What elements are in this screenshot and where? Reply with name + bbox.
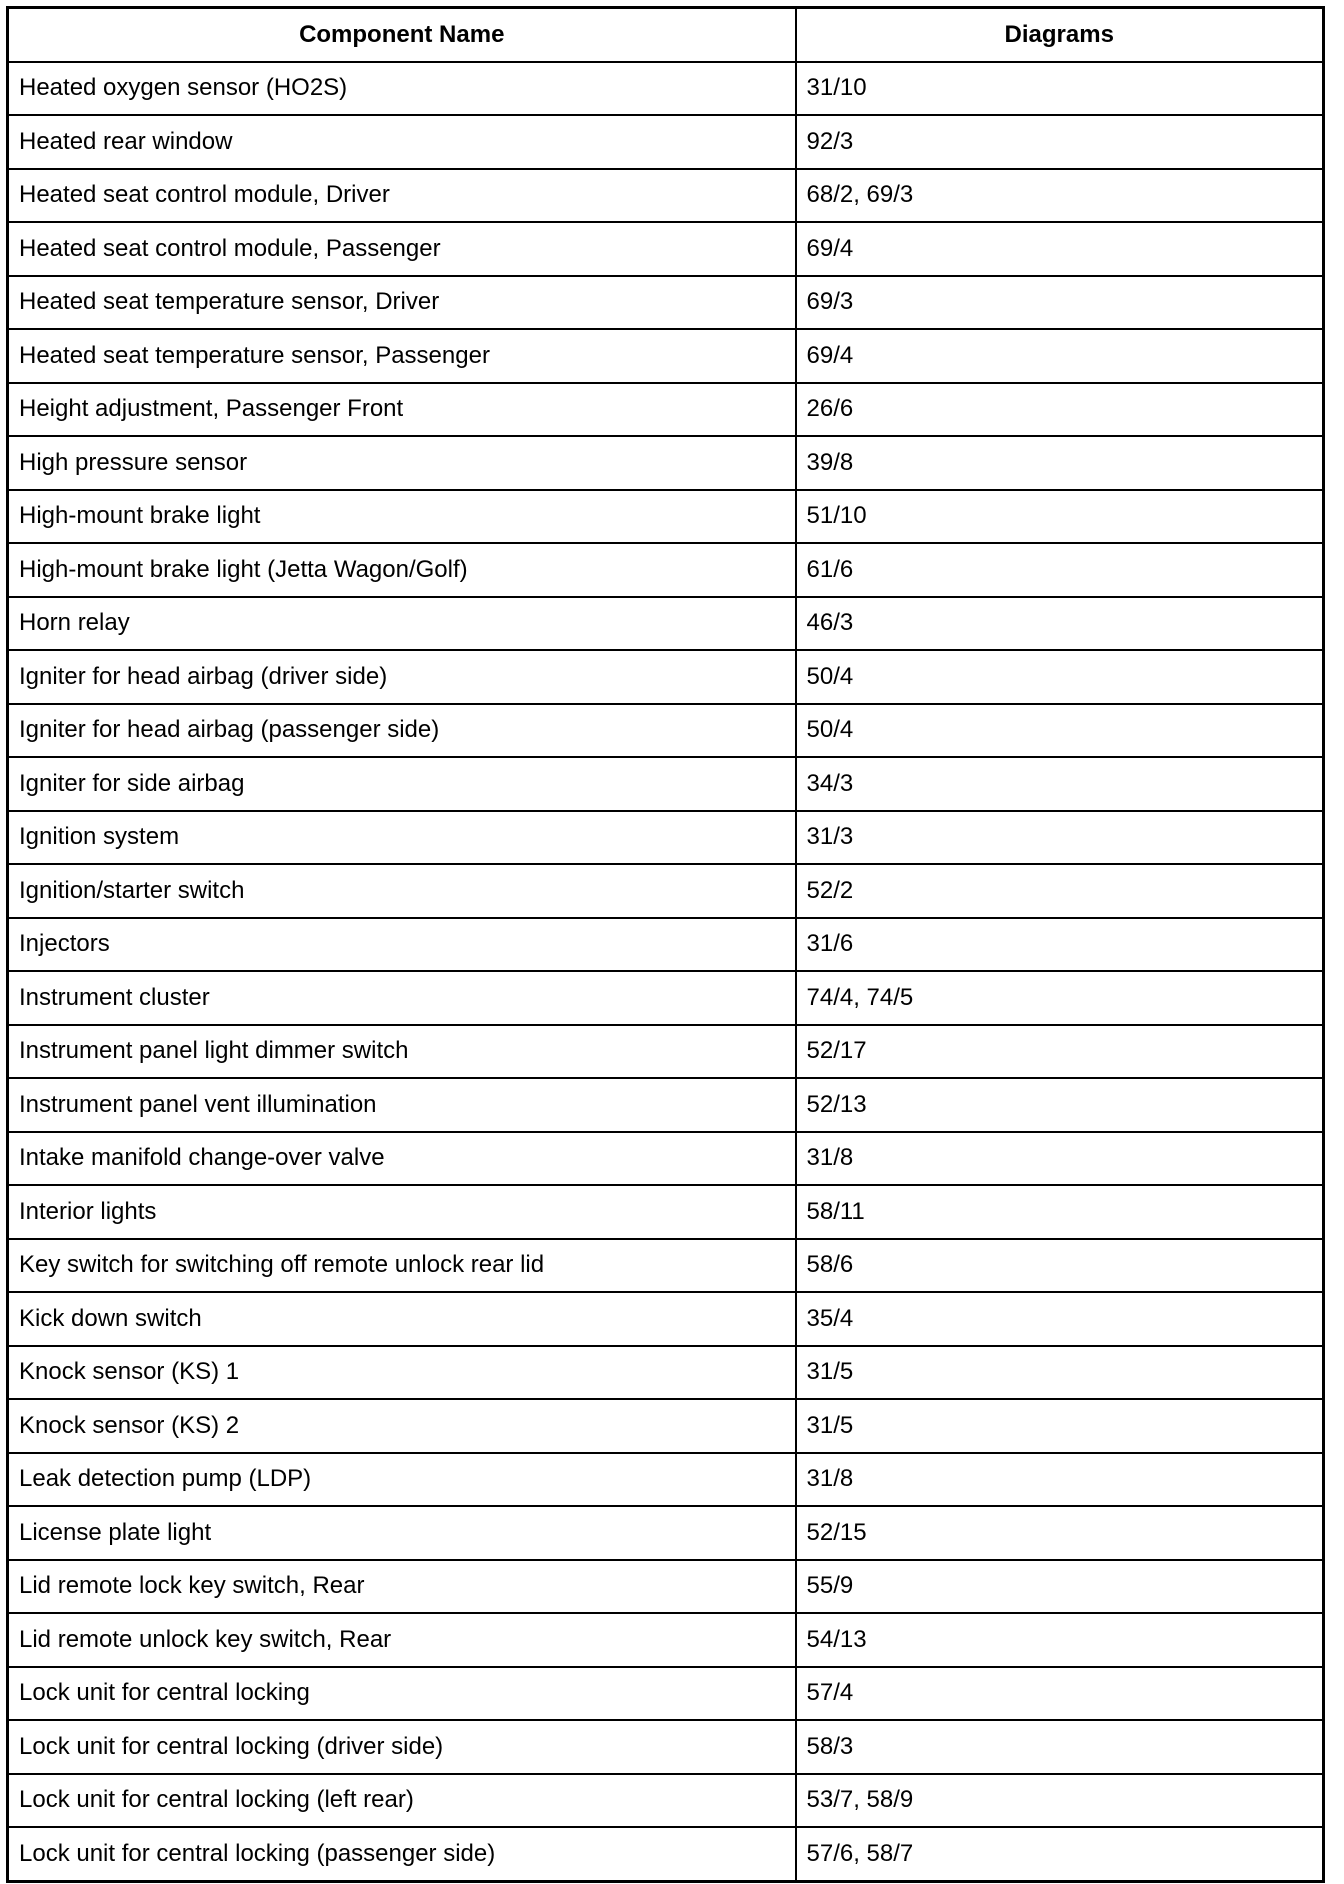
table-row: [8, 1506, 1324, 1560]
diagrams-cell: 68/2, 69/3: [796, 169, 1324, 223]
table-row: [8, 757, 1324, 811]
component-name-cell: Heated seat control module, Passenger: [8, 222, 796, 276]
component-name-cell: Lock unit for central locking (driver side): [8, 1720, 796, 1774]
diagrams-cell: 50/4: [796, 704, 1324, 758]
table-header-row: [8, 8, 1324, 62]
component-name-cell: Lid remote unlock key switch, Rear: [8, 1613, 796, 1667]
diagrams-cell: 58/3: [796, 1720, 1324, 1774]
component-name-cell: Heated rear window: [8, 115, 796, 169]
component-name-cell: Lock unit for central locking (left rear): [8, 1774, 796, 1828]
table-row: [8, 1239, 1324, 1293]
diagrams-cell: 26/6: [796, 383, 1324, 437]
table-row: [8, 1185, 1324, 1239]
component-name-cell: Ignition/starter switch: [8, 864, 796, 918]
table-row: [8, 276, 1324, 330]
component-name-cell: Instrument cluster: [8, 971, 796, 1025]
diagrams-cell: 69/4: [796, 222, 1324, 276]
diagrams-cell: 34/3: [796, 757, 1324, 811]
table-row: [8, 169, 1324, 223]
diagrams-cell: 52/15: [796, 1506, 1324, 1560]
diagrams-cell: 52/2: [796, 864, 1324, 918]
table-row: [8, 811, 1324, 865]
table-row: [8, 1613, 1324, 1667]
diagrams-cell: 46/3: [796, 597, 1324, 651]
diagrams-cell: 31/3: [796, 811, 1324, 865]
diagrams-cell: 31/6: [796, 918, 1324, 972]
table-row: [8, 1827, 1324, 1881]
component-name-cell: Intake manifold change-over valve: [8, 1132, 796, 1186]
diagrams-cell: 35/4: [796, 1292, 1324, 1346]
component-name-cell: Igniter for head airbag (driver side): [8, 650, 796, 704]
table-row: [8, 1774, 1324, 1828]
diagrams-cell: 69/4: [796, 329, 1324, 383]
component-name-cell: Heated seat control module, Driver: [8, 169, 796, 223]
diagrams-cell: 53/7, 58/9: [796, 1774, 1324, 1828]
table-row: [8, 1720, 1324, 1774]
table-row: [8, 543, 1324, 597]
component-name-cell: Heated seat temperature sensor, Passenger: [8, 329, 796, 383]
diagrams-cell: 52/17: [796, 1025, 1324, 1079]
table-row: [8, 329, 1324, 383]
component-name-cell: Lid remote lock key switch, Rear: [8, 1560, 796, 1614]
table-row: [8, 62, 1324, 116]
component-name-cell: Knock sensor (KS) 2: [8, 1399, 796, 1453]
table-row: [8, 971, 1324, 1025]
diagrams-cell: 74/4, 74/5: [796, 971, 1324, 1025]
table-row: [8, 597, 1324, 651]
diagrams-cell: 31/5: [796, 1346, 1324, 1400]
diagrams-cell: 55/9: [796, 1560, 1324, 1614]
diagrams-cell: 39/8: [796, 436, 1324, 490]
table-row: [8, 650, 1324, 704]
table-row: [8, 115, 1324, 169]
diagrams-cell: 31/8: [796, 1132, 1324, 1186]
table-row: [8, 1025, 1324, 1079]
diagrams-cell: 31/10: [796, 62, 1324, 116]
table-body: [8, 62, 1324, 1882]
component-name-cell: Injectors: [8, 918, 796, 972]
diagrams-cell: 57/6, 58/7: [796, 1827, 1324, 1881]
component-name-cell: Instrument panel vent illumination: [8, 1078, 796, 1132]
component-name-cell: Horn relay: [8, 597, 796, 651]
table-row: [8, 1453, 1324, 1507]
diagrams-cell: 58/11: [796, 1185, 1324, 1239]
table-row: [8, 436, 1324, 490]
diagrams-cell: 57/4: [796, 1667, 1324, 1721]
diagrams-cell: 58/6: [796, 1239, 1324, 1293]
table-row: [8, 222, 1324, 276]
component-name-cell: High-mount brake light (Jetta Wagon/Golf): [8, 543, 796, 597]
component-name-cell: Ignition system: [8, 811, 796, 865]
table-row: [8, 1078, 1324, 1132]
diagrams-cell: 51/10: [796, 490, 1324, 544]
component-name-cell: Igniter for head airbag (passenger side): [8, 704, 796, 758]
component-name-cell: Heated seat temperature sensor, Driver: [8, 276, 796, 330]
component-name-cell: Igniter for side airbag: [8, 757, 796, 811]
table-row: [8, 864, 1324, 918]
component-name-cell: Instrument panel light dimmer switch: [8, 1025, 796, 1079]
table-row: [8, 1667, 1324, 1721]
column-header-component-name: Component Name: [8, 8, 796, 62]
diagrams-cell: 54/13: [796, 1613, 1324, 1667]
table-row: [8, 704, 1324, 758]
component-name-cell: Knock sensor (KS) 1: [8, 1346, 796, 1400]
component-name-cell: Lock unit for central locking: [8, 1667, 796, 1721]
table-row: [8, 1346, 1324, 1400]
diagrams-cell: 92/3: [796, 115, 1324, 169]
diagrams-cell: 61/6: [796, 543, 1324, 597]
table-row: [8, 918, 1324, 972]
table-row: [8, 383, 1324, 437]
component-name-cell: High pressure sensor: [8, 436, 796, 490]
component-name-cell: Height adjustment, Passenger Front: [8, 383, 796, 437]
table-row: [8, 1132, 1324, 1186]
table-row: [8, 1399, 1324, 1453]
component-name-cell: Kick down switch: [8, 1292, 796, 1346]
component-name-cell: Lock unit for central locking (passenger side): [8, 1827, 796, 1881]
component-name-cell: Key switch for switching off remote unlock rear lid: [8, 1239, 796, 1293]
diagrams-cell: 52/13: [796, 1078, 1324, 1132]
table-row: [8, 1560, 1324, 1614]
component-name-cell: Heated oxygen sensor (HO2S): [8, 62, 796, 116]
component-name-cell: Leak detection pump (LDP): [8, 1453, 796, 1507]
component-name-cell: High-mount brake light: [8, 490, 796, 544]
component-name-cell: Interior lights: [8, 1185, 796, 1239]
diagrams-cell: 31/5: [796, 1399, 1324, 1453]
component-name-cell: License plate light: [8, 1506, 796, 1560]
component-diagram-table: [6, 6, 1325, 1883]
table-row: [8, 490, 1324, 544]
table-row: [8, 1292, 1324, 1346]
diagrams-cell: 31/8: [796, 1453, 1324, 1507]
column-header-diagrams: Diagrams: [796, 8, 1324, 62]
diagrams-cell: 69/3: [796, 276, 1324, 330]
diagrams-cell: 50/4: [796, 650, 1324, 704]
